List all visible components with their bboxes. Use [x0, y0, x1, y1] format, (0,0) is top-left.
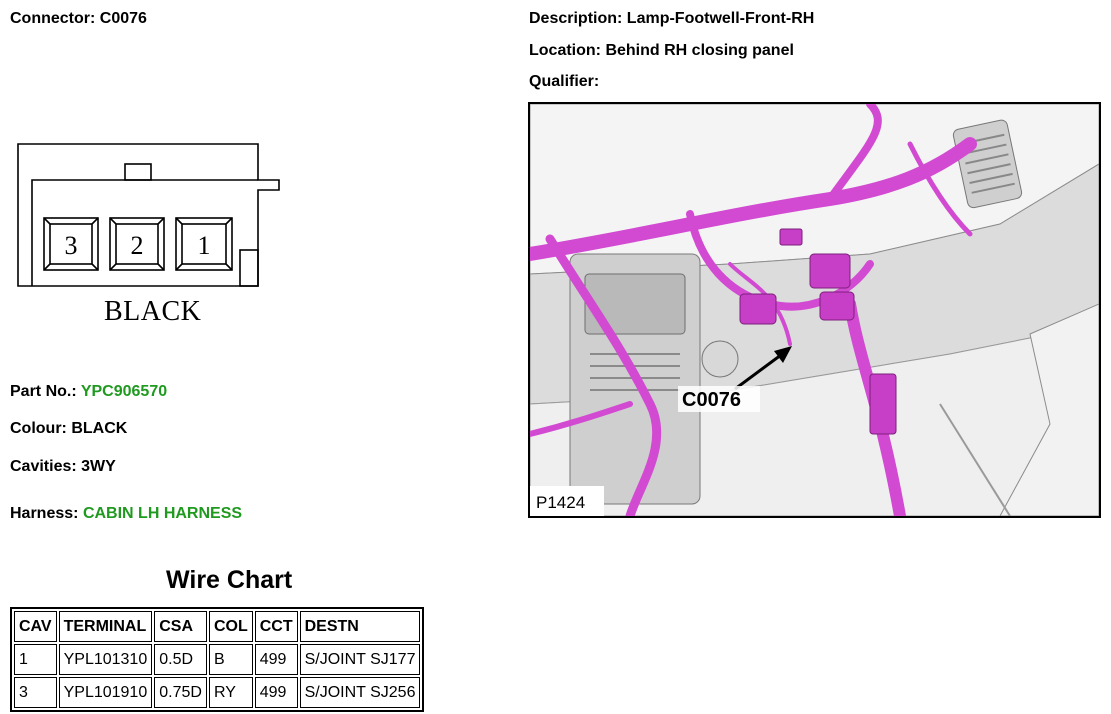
colour-label: Colour: [10, 420, 67, 437]
connector-face-diagram [14, 140, 284, 290]
description-field [529, 10, 814, 28]
cell-cct: 499 [255, 677, 298, 708]
table-row [14, 644, 420, 675]
part-number-label: Part No.: [10, 383, 77, 400]
location-value: Behind RH closing panel [605, 42, 794, 59]
location-illustration [528, 102, 1101, 518]
colour-value: BLACK [71, 420, 128, 437]
header-destn: DESTN [300, 611, 421, 642]
cell-destn: S/JOINT SJ256 [300, 677, 421, 708]
cavities-field [10, 458, 116, 476]
cell-cav: 3 [14, 677, 57, 708]
location-field [529, 42, 794, 60]
cell-col: RY [209, 677, 253, 708]
header-csa: CSA [154, 611, 207, 642]
cell-cav: 1 [14, 644, 57, 675]
description-value: Lamp-Footwell-Front-RH [626, 10, 815, 27]
diagram-colour-label: BLACK [104, 296, 202, 327]
connector-value: C0076 [99, 10, 147, 27]
header-col: COL [209, 611, 253, 642]
cell-destn: S/JOINT SJ177 [300, 644, 421, 675]
photo-callout-label: C0076 [682, 389, 741, 411]
harness-link[interactable]: CABIN LH HARNESS [82, 505, 243, 522]
qualifier-field [529, 73, 599, 91]
location-label: Location: [529, 42, 601, 59]
cavities-value: 3WY [81, 458, 116, 475]
cell-col: B [209, 644, 253, 675]
cavity-3-number: 3 [64, 231, 78, 260]
header-cav: CAV [14, 611, 57, 642]
wire-chart-title: Wire Chart [166, 566, 293, 594]
colour-field [10, 420, 127, 438]
table-row [14, 677, 420, 708]
table-header-row [14, 611, 420, 642]
harness-label: Harness: [10, 505, 79, 522]
cavity-1-number: 1 [197, 231, 211, 260]
harness-field [10, 505, 242, 523]
cell-csa: 0.75D [154, 677, 207, 708]
description-label: Description: [529, 10, 623, 27]
cavity-2-number: 2 [130, 231, 144, 260]
wire-chart-table [10, 607, 424, 712]
header-terminal: TERMINAL [59, 611, 153, 642]
part-number-field [10, 383, 167, 401]
connector-field [10, 10, 147, 28]
cavities-label: Cavities: [10, 458, 77, 475]
cell-cct: 499 [255, 644, 298, 675]
part-number-link[interactable]: YPC906570 [80, 383, 168, 400]
cell-terminal: YPL101310 [59, 644, 153, 675]
connector-label: Connector: [10, 10, 96, 27]
cell-csa: 0.5D [154, 644, 207, 675]
vehicle-interior-illustration [530, 104, 1099, 516]
qualifier-label: Qualifier: [529, 73, 600, 90]
header-cct: CCT [255, 611, 298, 642]
photo-figure-id: P1424 [536, 493, 586, 512]
cell-terminal: YPL101910 [59, 677, 153, 708]
